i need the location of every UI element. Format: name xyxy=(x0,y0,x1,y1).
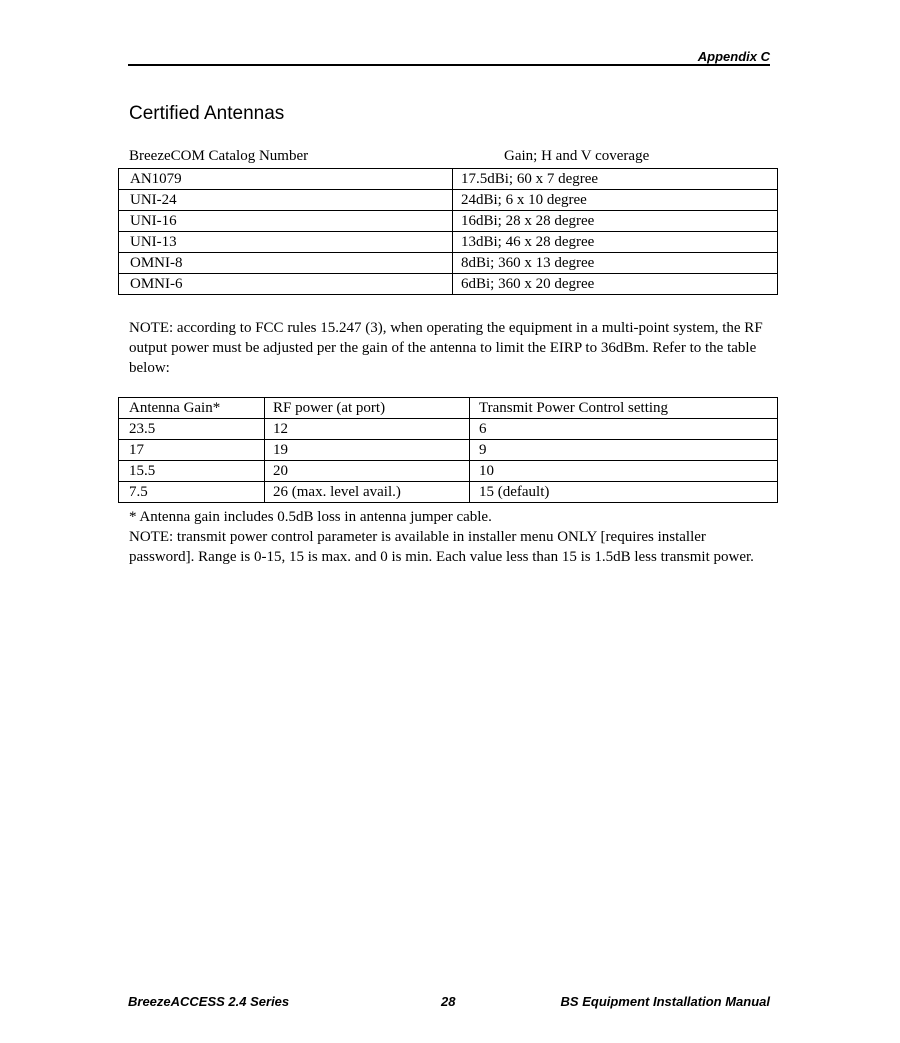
antenna-gain-column-header: Antenna Gain* xyxy=(119,398,265,419)
fcc-note-paragraph: NOTE: according to FCC rules 15.247 (3), when operating the equipment in a multi-point system, the RF output power must be adjusted per the gain of the antenna to limit the EIRP to 36dBm. Refer to the table below: xyxy=(129,320,763,376)
table-header-row xyxy=(119,398,778,419)
catalog-number-cell: OMNI-8 xyxy=(119,253,453,274)
table-row xyxy=(119,440,778,461)
antenna-table-header xyxy=(129,148,779,167)
power-control-column-header: Transmit Power Control setting xyxy=(470,398,778,419)
section-title: Certified Antennas xyxy=(129,103,285,124)
antenna-gain-cell: 17 xyxy=(119,440,265,461)
gain-coverage-cell: 16dBi; 28 x 28 degree xyxy=(453,211,778,232)
power-control-table xyxy=(118,397,778,503)
power-control-cell: 9 xyxy=(470,440,778,461)
rf-power-cell: 26 (max. level avail.) xyxy=(265,482,470,503)
catalog-number-cell: OMNI-6 xyxy=(119,274,453,295)
catalog-number-cell: UNI-24 xyxy=(119,190,453,211)
catalog-number-cell: UNI-16 xyxy=(119,211,453,232)
gain-coverage-cell: 8dBi; 360 x 13 degree xyxy=(453,253,778,274)
rf-power-cell: 20 xyxy=(265,461,470,482)
rf-power-cell: 19 xyxy=(265,440,470,461)
footer-series-title: BreezeACCESS 2.4 Series xyxy=(128,994,290,1009)
gain-coverage-column-header: Gain; H and V coverage xyxy=(504,148,650,164)
catalog-number-cell: AN1079 xyxy=(119,169,453,190)
antenna-gain-footnote: * Antenna gain includes 0.5dB loss in antenna jumper cable. xyxy=(129,509,492,525)
antenna-gain-cell: 15.5 xyxy=(119,461,265,482)
table-row xyxy=(119,232,778,253)
table-row xyxy=(119,461,778,482)
page-number: 28 xyxy=(441,994,456,1009)
catalog-number-column-header: BreezeCOM Catalog Number xyxy=(129,148,309,164)
header-rule xyxy=(128,64,770,66)
table-row xyxy=(119,274,778,295)
power-control-note: NOTE: transmit power control parameter is available in installer menu ONLY [requires installer password]. Range is 0-15, 15 is max. and 0 is min. Each value less than 15 is 1.5dB less transmit power. xyxy=(129,529,754,565)
table-row xyxy=(119,211,778,232)
gain-coverage-cell: 6dBi; 360 x 20 degree xyxy=(453,274,778,295)
table-row xyxy=(119,190,778,211)
rf-power-column-header: RF power (at port) xyxy=(265,398,470,419)
gain-coverage-cell: 17.5dBi; 60 x 7 degree xyxy=(453,169,778,190)
table-row xyxy=(119,169,778,190)
gain-coverage-cell: 24dBi; 6 x 10 degree xyxy=(453,190,778,211)
running-header: Appendix C xyxy=(697,49,770,64)
table-row xyxy=(119,482,778,503)
power-control-cell: 15 (default) xyxy=(470,482,778,503)
antenna-gain-cell: 7.5 xyxy=(119,482,265,503)
gain-coverage-cell: 13dBi; 46 x 28 degree xyxy=(453,232,778,253)
rf-power-cell: 12 xyxy=(265,419,470,440)
antenna-gain-cell: 23.5 xyxy=(119,419,265,440)
page-footer xyxy=(128,994,770,1012)
table-row xyxy=(119,419,778,440)
power-control-cell: 6 xyxy=(470,419,778,440)
certified-antennas-table xyxy=(118,168,778,295)
power-control-cell: 10 xyxy=(470,461,778,482)
table-row xyxy=(119,253,778,274)
catalog-number-cell: UNI-13 xyxy=(119,232,453,253)
footer-manual-title: BS Equipment Installation Manual xyxy=(560,994,770,1009)
